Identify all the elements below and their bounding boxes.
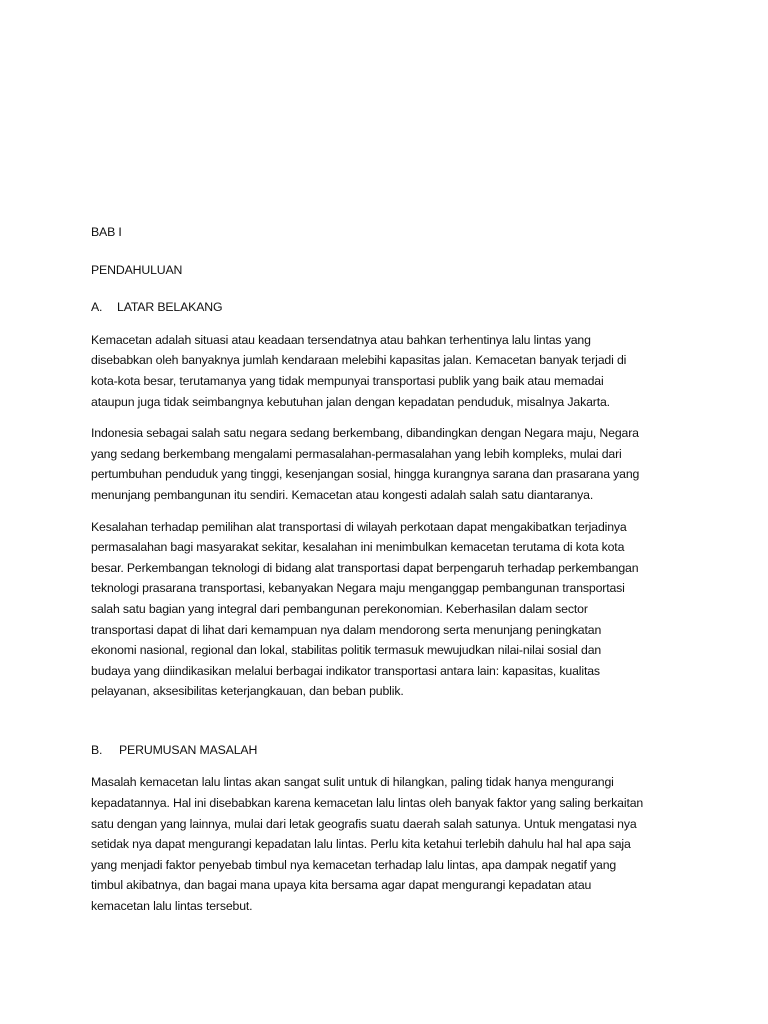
text-line: disebabkan oleh banyaknya jumlah kendaraan melebihi kapasitas jalan. Kemacetan banyak terjadi di [91,353,627,368]
section-b-title: PERUMUSAN MASALAH [119,742,258,757]
section-a-paragraph-1 [91,330,677,412]
text-line: pelayanan, aksesibilitas keterjangkauan, dan beban publik. [91,684,404,699]
text-line: Kesalahan terhadap pemilihan alat transportasi di wilayah perkotaan dapat mengakibatkan terjadinya [91,519,627,534]
blank-line [91,713,677,740]
text-line: yang menjadi faktor penyebab timbul nya kemacetan terhadap lalu lintas, apa dampak negatif yang [91,857,617,872]
text-line: transportasi dapat di lihat dari kemampuan nya dalam mendorong serta menunjang peningkatan [91,622,602,637]
section-a-heading [91,297,677,318]
text-line: teknologi prasarana transportasi, kebanyakan Negara maju menganggap pembangunan transportasi [91,581,625,596]
text-line: yang sedang berkembang mengalami permasalahan-permasalahan yang lebih kompleks, mulai dari [91,446,622,461]
text-line: satu dengan yang lainnya, mulai dari letak geografis suatu daerah salah satunya. Untuk mengatasi nya [91,816,637,831]
text-line: Masalah kemacetan lalu lintas akan sangat sulit untuk di hilangkan, paling tidak hanya mengurangi [91,775,614,790]
chapter-label: BAB I [91,225,122,239]
text-line: besar. Perkembangan teknologi di bidang alat transportasi dapat berpengaruh terhadap perkembangan [91,560,639,575]
text-line: ataupun juga tidak seimbangnya kebutuhan jalan dengan kepadatan penduduk, misalnya Jakarta. [91,394,610,409]
text-line: kemacetan lalu lintas tersebut. [91,899,253,914]
text-line: pertumbuhan penduduk yang tinggi, kesenjangan sosial, hingga kurangnya sarana dan prasarana yang [91,467,640,482]
section-b-paragraph-1 [91,772,677,916]
text-line: ekonomi nasional, regional dan lokal, stabilitas politik termasuk mewujudkan nilai-nilai sosial dan [91,643,602,658]
chapter-title: PENDAHULUAN [91,262,183,277]
text-line: kepadatannya. Hal ini disebabkan karena kemacetan lalu lintas oleh banyak faktor yang saling berkaitan [91,796,644,811]
text-line: budaya yang diindikasikan melalui berbagai indikator transportasi antara lain: kapasitas, kualitas [91,663,600,678]
text-line: setidak nya dapat mengurangi kepadatan lalu lintas. Perlu kita ketahui terlebih dahulu hal hal apa saja [91,837,631,852]
section-a-number: A. [91,300,103,315]
text-line: permasalahan bagi masyarakat sekitar, kesalahan ini menimbulkan kemacetan terutama di kota kota [91,540,625,555]
section-b-number: B. [91,742,103,757]
section-a-paragraph-3 [91,517,677,702]
document-page [91,222,677,928]
text-line: timbul akibatnya, dan bagai mana upaya kita bersama agar dapat mengurangi kepadatan atau [91,878,592,893]
text-line: Indonesia sebagai salah satu negara sedang berkembang, dibandingkan dengan Negara maju, Negara [91,426,639,441]
text-line: salah satu bagian yang integral dari pembangunan perekonomian. Keberhasilan dalam sector [91,601,588,616]
text-line: kota-kota besar, terutamanya yang tidak mempunyai transportasi publik yang baik atau memadai [91,373,604,388]
text-line: Kemacetan adalah situasi atau keadaan tersendatnya atau bahkan terhentinya lalu lintas yang [91,332,591,347]
text-line: menunjang pembangunan itu sendiri. Kemacetan atau kongesti adalah salah satu diantaranya. [91,487,594,502]
section-a-title: LATAR BELAKANG [117,300,223,315]
section-b-heading [91,740,677,761]
section-a-paragraph-2 [91,423,677,505]
